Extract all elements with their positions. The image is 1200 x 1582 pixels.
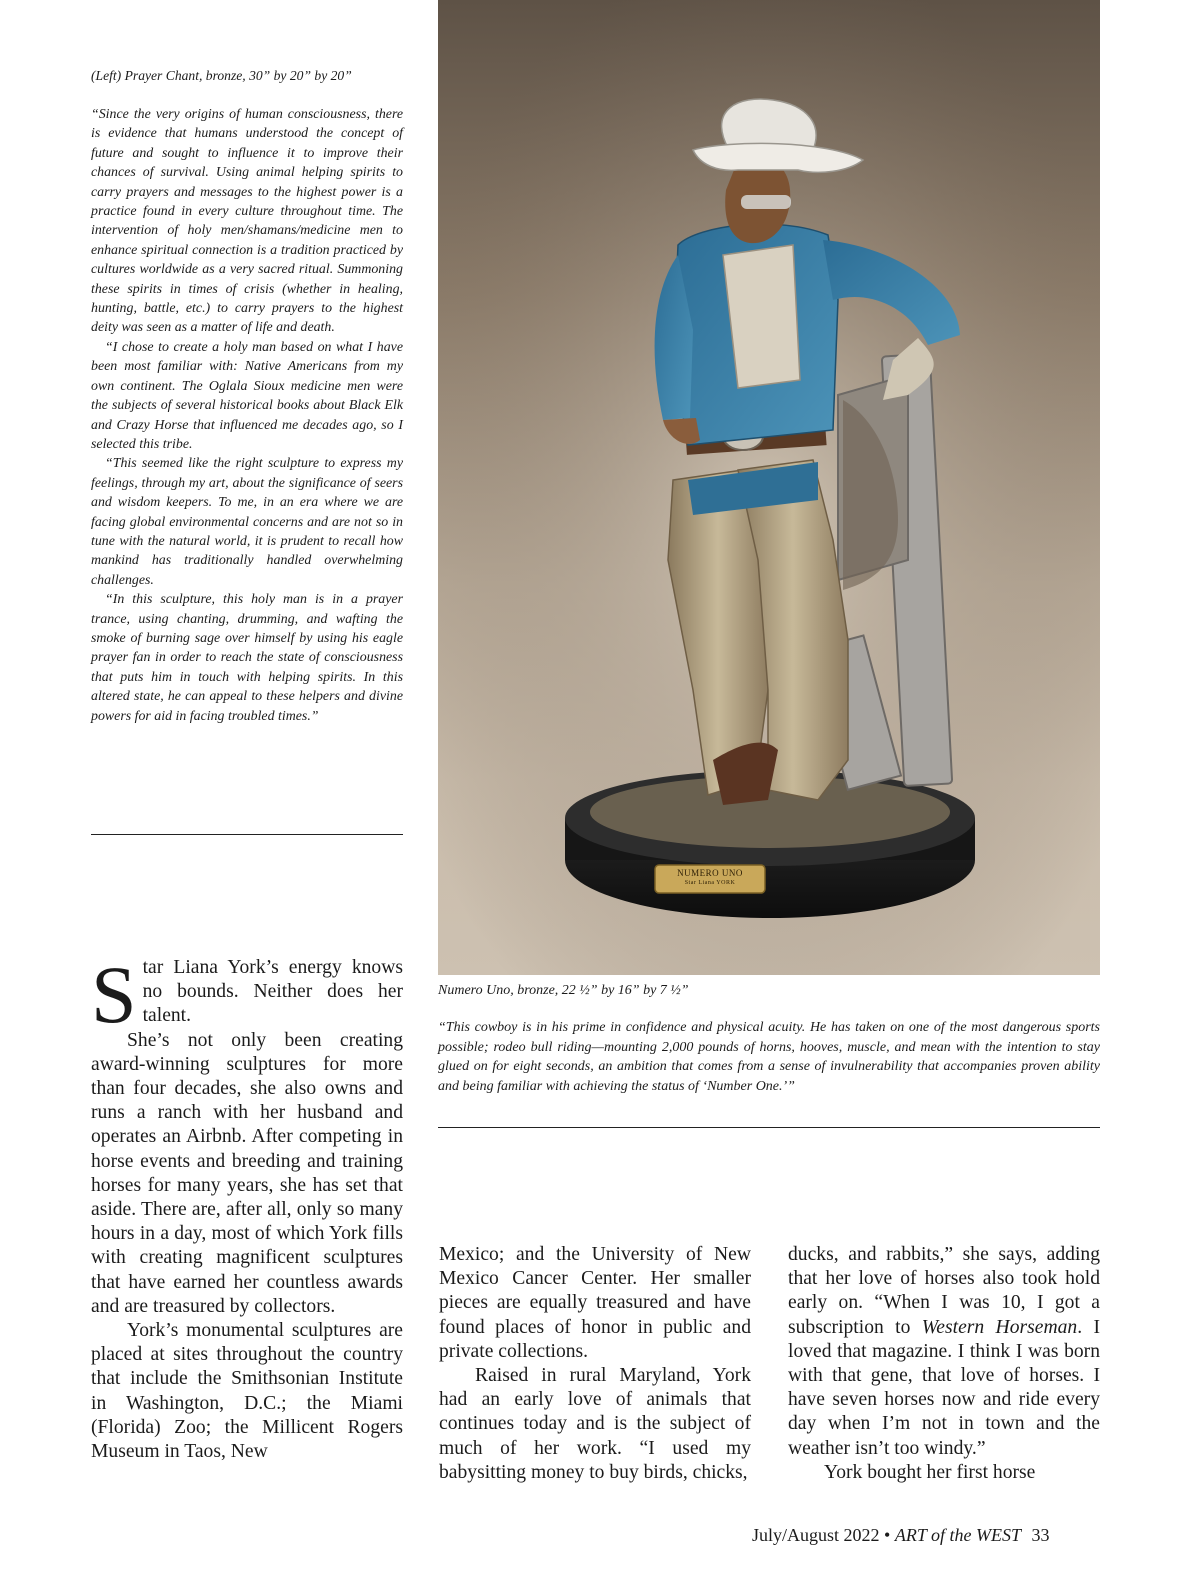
sidebar-caption-title: (Left) Prayer Chant, bronze, 30” by 20” by 20” — [91, 68, 352, 83]
sidebar-quote-paragraph: “This seemed like the right sculpture to express my feelings, through my art, about the significance of seers and wisdom keepers. To me, in an era where we are facing global environmental concerns and are not so in tune with the natural world, it is prudent to recall how mankind has traditionally handled overwhelming challenges. — [91, 456, 403, 588]
article-lede: tar Liana York’s energy knows no bounds. Neither does her talent. — [142, 957, 403, 1027]
page-footer — [752, 1524, 1050, 1546]
article-paragraph: Mexico; and the University of New Mexico Cancer Center. Her smaller pieces are equally treasured and have found places of honor in public and private collections. — [439, 1244, 751, 1362]
issue-date: July/August 2022 • — [752, 1525, 891, 1545]
photo-caption-title: Numero Uno, bronze, 22 ½” by 16” by 7 ½” — [438, 983, 689, 998]
plaque-artist: Star Liana YORK — [684, 880, 736, 886]
article-paragraph: York bought her first horse — [824, 1461, 1036, 1483]
sidebar-artist-quote — [91, 105, 403, 726]
plaque-label — [655, 868, 765, 888]
magazine-name: ART of the WEST — [894, 1525, 1021, 1545]
article-column-3 — [788, 1243, 1100, 1485]
article-paragraph: She’s not only been creating award-winning sculptures for more than four decades, she also owns and runs a ranch with her husband and operates an Airbnb. After competing in horse events and breeding and training horses for many years, she has set that aside. There are, after all, only so many hours in a day, most of which York fills with creating magnificent sculptures that have earned her countless awards and are treasured by collectors. — [91, 1029, 403, 1317]
article-text: . I loved that magazine. I think I was born with that gene, that love of horses. I have seven horses now and ride every day when I’m not in town and the weather isn’t too windy.” — [788, 1316, 1100, 1459]
sidebar-quote-paragraph: “In this sculpture, this holy man is in a prayer trance, using chanting, drumming, and wafting the smoke of burning sage over himself by using his eagle prayer fan in order to reach the state of consciousness that puts him in touch with helping spirits. In this altered state, he can appeal to these helpers and divine powers for aid in facing troubled times.” — [91, 592, 403, 724]
article-column-1 — [91, 949, 403, 1464]
article-paragraph — [91, 949, 403, 1040]
photo-caption-quote: “This cowboy is in his prime in confidence and physical acuity. He has taken on one of the most dangerous sports possible; rodeo bull riding—mounting 2,000 pounds of horns, hooves, muscle, and mean with the intention to stay glued on for eight seconds, an ambition that comes from a sense of invulnerability that accompanies proven ability and being familiar with achieving the status of ‘Number One.’” — [438, 1020, 1100, 1094]
page-number: 33 — [1031, 1525, 1050, 1545]
article-paragraph: York’s monumental sculptures are placed at sites throughout the country that include the Smithsonian Institute in Washington, D.C.; the Miami (Florida) Zoo; the Millicent Rogers Museum in Taos, New — [91, 1320, 403, 1463]
sidebar-divider — [91, 834, 403, 835]
article-text: ducks, and rabbits,” she says, adding that her love of horses also took hold early on. “When I was 10, I got a subscription to — [788, 1244, 1100, 1338]
article-paragraph — [788, 1243, 1100, 1461]
sidebar-quote-paragraph: “I chose to create a holy man based on what I have been most familiar with: Native Americans from my own continent. The Oglala Sioux medicine men were the subjects of several historical books about Black Elk and Crazy Horse that influenced me decades ago, so I selected this tribe. — [91, 339, 403, 452]
plaque-title: NUMERO UNO — [677, 868, 743, 878]
magazine-title-reference: Western Horseman — [921, 1316, 1078, 1338]
sidebar-quote-paragraph: “Since the very origins of human consciousness, there is evidence that humans understood the concept of future and sought to influence it to improve their chances of survival. Using animal helping spirits to carry prayers and messages to the highest power is a practice found in every culture throughout time. The intervention of holy men/shamans/medicine men to enhance spiritual connection is a tradition practiced by cultures worldwide as a very sacred ritual. Summoning these spirits in times of crisis (whether in healing, hunting, battle, etc.) to carry prayers to the highest deity was seen as a matter of life and death. — [91, 107, 403, 336]
cowboy-sculpture-illustration — [438, 0, 1100, 975]
sculpture-photo — [438, 0, 1100, 975]
article-paragraph: Raised in rural Maryland, York had an early love of animals that continues today and is the subject of much of her work. “I used my babysitting money to buy birds, chicks, — [439, 1365, 751, 1483]
article-column-2 — [439, 1243, 751, 1485]
photo-caption-divider — [438, 1127, 1100, 1128]
drop-cap: S — [91, 949, 137, 1040]
